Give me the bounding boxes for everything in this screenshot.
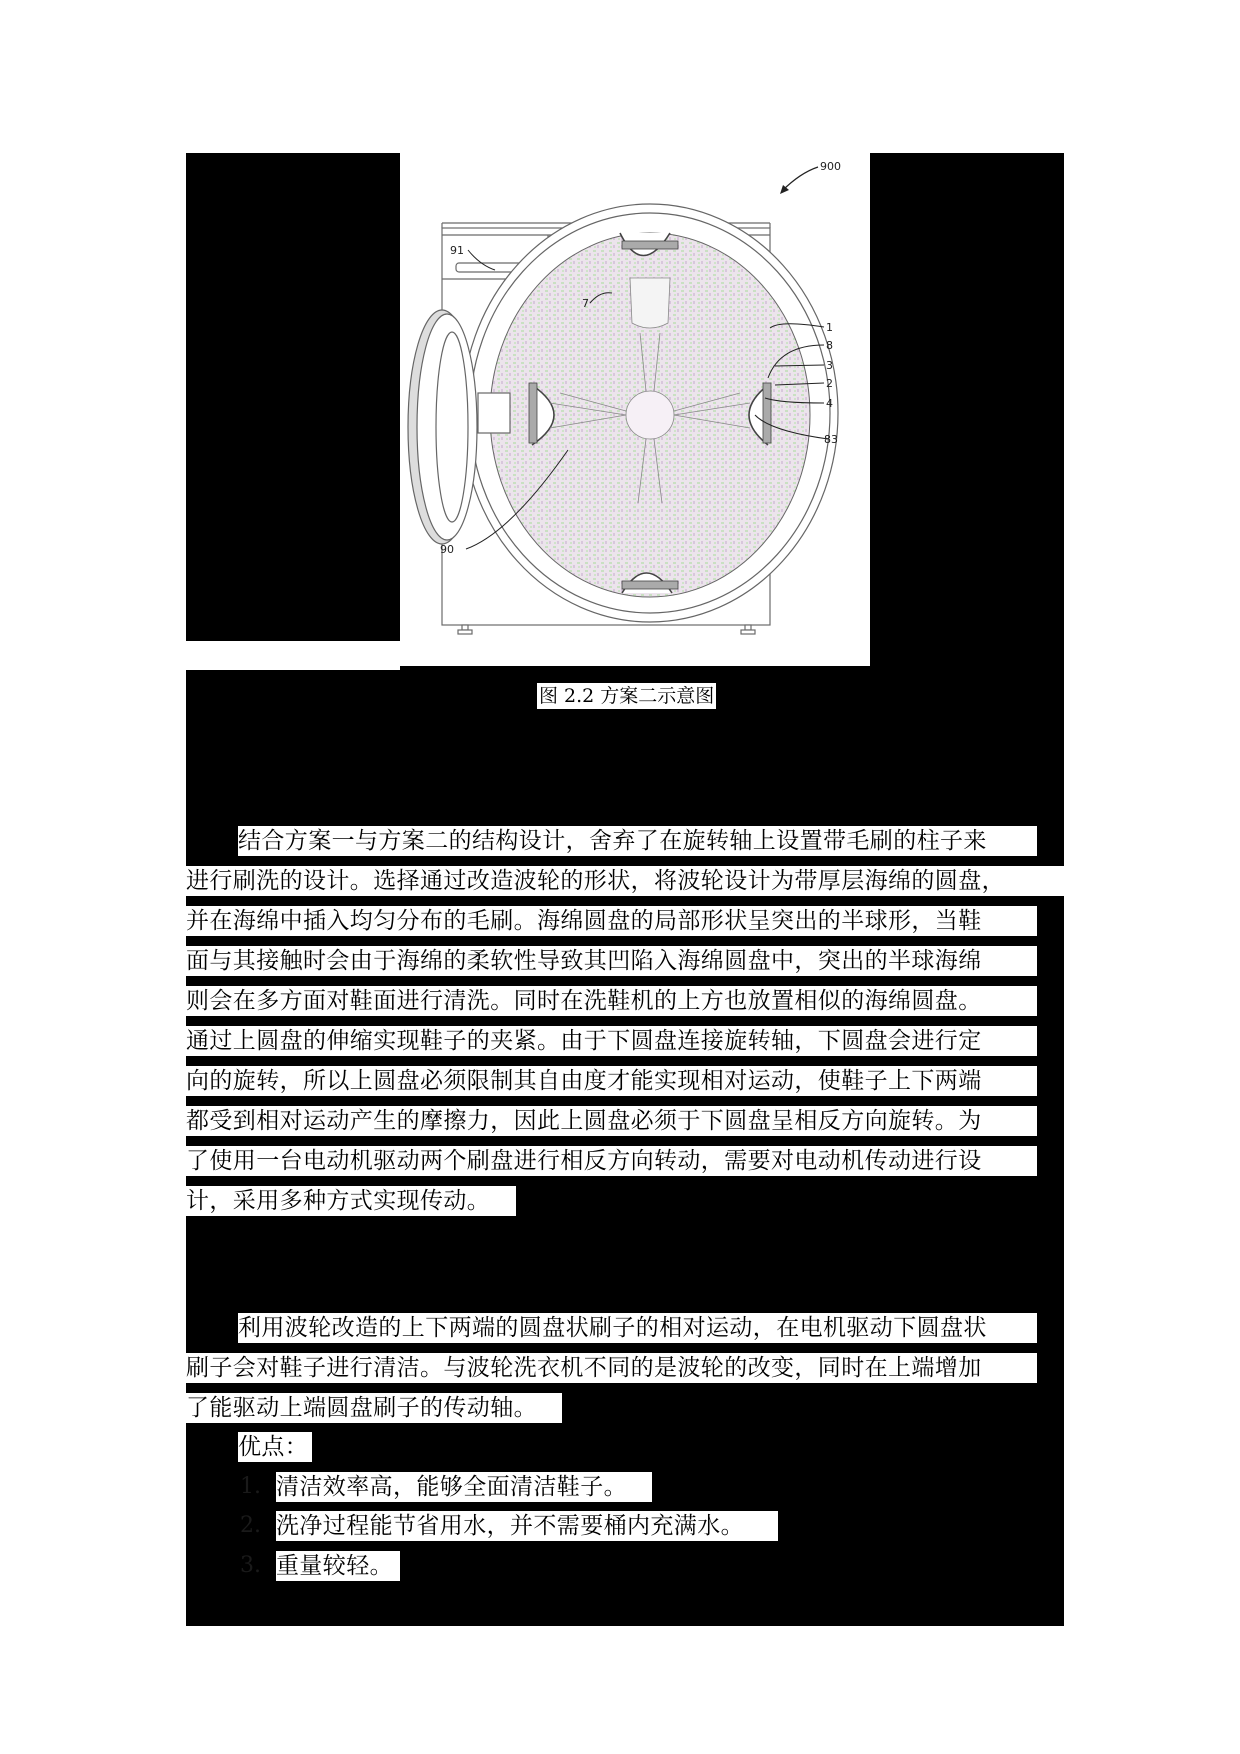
svg-text:90: 90 (440, 543, 454, 556)
svg-text:3: 3 (826, 359, 833, 372)
list-item-text: 重量较轻。 (276, 1551, 400, 1581)
paragraph-line: 进行刷洗的设计。选择通过改造波轮的形状，将波轮设计为带厚层海绵的圆盘， (186, 866, 1064, 896)
list-number: 2. (240, 1513, 261, 1538)
svg-text:8: 8 (826, 339, 833, 352)
white-strip (186, 641, 400, 670)
paragraph-line: 并在海绵中插入均匀分布的毛刷。海绵圆盘的局部形状呈突出的半球形，当鞋 (186, 906, 1037, 936)
paragraph-line: 都受到相对运动产生的摩擦力，因此上圆盘必须于下圆盘呈相反方向旋转。为 (186, 1106, 1037, 1136)
paragraph-line: 刷子会对鞋子进行清洁。与波轮洗衣机不同的是波轮的改变，同时在上端增加 (186, 1353, 1037, 1383)
list-item-text: 清洁效率高，能够全面清洁鞋子。 (276, 1472, 652, 1502)
list-number: 3. (240, 1553, 261, 1578)
list-number: 1. (240, 1474, 261, 1499)
paragraph-line: 了使用一台电动机驱动两个刷盘进行相反方向转动，需要对电动机传动进行设 (186, 1146, 1037, 1176)
paragraph-line: 了能驱动上端圆盘刷子的传动轴。 (186, 1393, 562, 1423)
svg-text:83: 83 (824, 433, 838, 446)
paragraph-line: 通过上圆盘的伸缩实现鞋子的夹紧。由于下圆盘连接旋转轴，下圆盘会进行定 (186, 1026, 1037, 1056)
svg-text:1: 1 (826, 321, 833, 334)
paragraph-line: 结合方案一与方案二的结构设计，舍弃了在旋转轴上设置带毛刷的柱子来 (238, 826, 1037, 856)
paragraph-line: 利用波轮改造的上下两端的圆盘状刷子的相对运动，在电机驱动下圆盘状 (238, 1313, 1037, 1343)
paragraph-line: 计，采用多种方式实现传动。 (186, 1186, 516, 1216)
svg-text:900: 900 (820, 160, 841, 173)
arrow-900-icon (780, 160, 841, 194)
svg-text:4: 4 (826, 397, 833, 410)
paragraph-line: 则会在多方面对鞋面进行清洗。同时在洗鞋机的上方也放置相似的海绵圆盘。 (186, 986, 1037, 1016)
washing-machine-diagram (400, 153, 870, 666)
svg-text:7: 7 (582, 297, 589, 310)
paragraph-line: 面与其接触时会由于海绵的柔软性导致其凹陷入海绵圆盘中，突出的半球海绵 (186, 946, 1037, 976)
figure-caption: 图 2.2 方案二示意图 (539, 685, 715, 707)
svg-text:91: 91 (450, 244, 464, 257)
paragraph-line: 向的旋转，所以上圆盘必须限制其自由度才能实现相对运动，使鞋子上下两端 (186, 1066, 1037, 1096)
svg-text:2: 2 (826, 377, 833, 390)
figure-washing-machine (400, 153, 870, 666)
list-item-text: 洗净过程能节省用水，并不需要桶内充满水。 (276, 1511, 778, 1541)
advantages-heading: 优点： (238, 1432, 312, 1462)
